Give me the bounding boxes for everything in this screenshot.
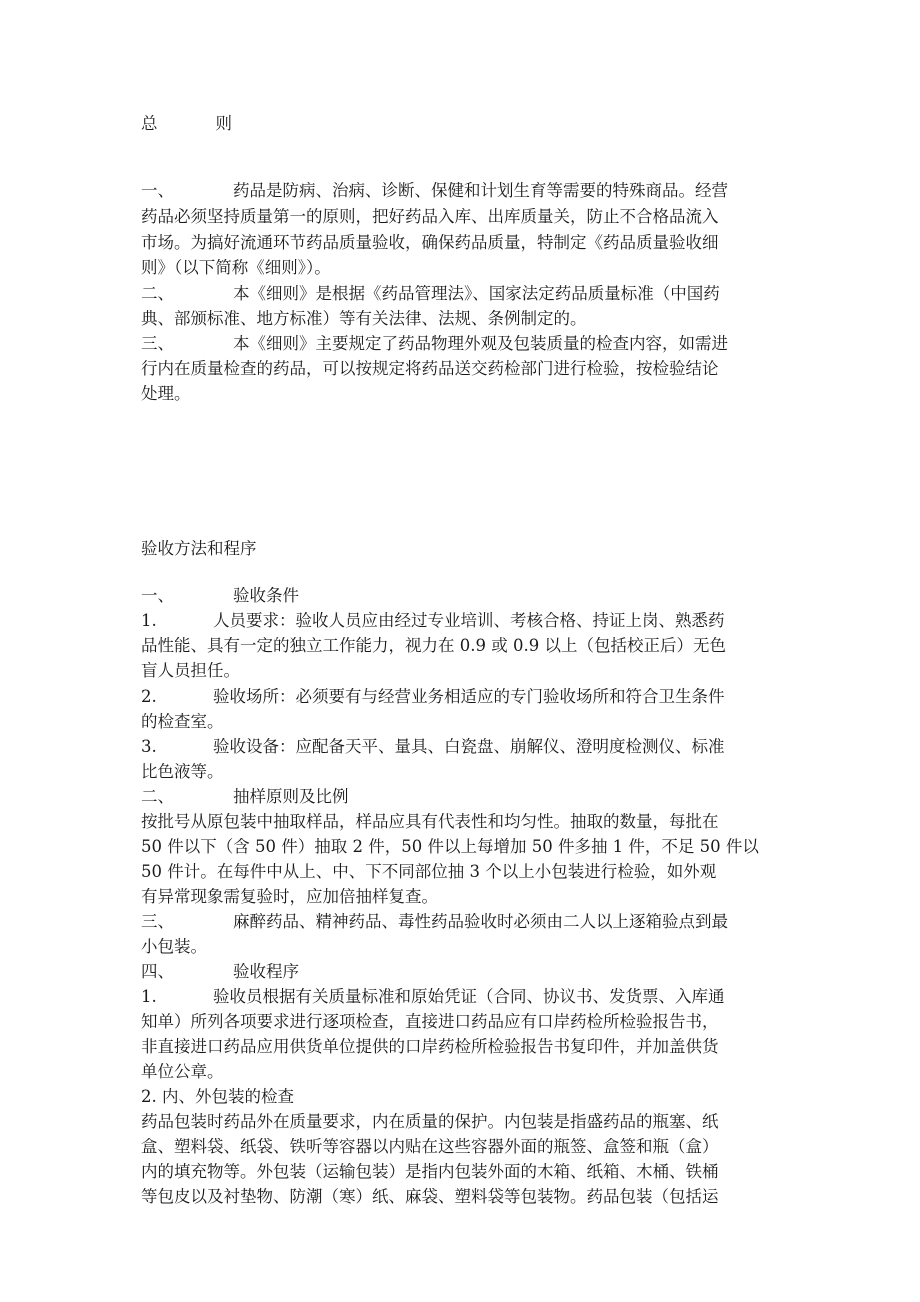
text-line (141, 985, 725, 1009)
text-line (141, 710, 224, 734)
item-number: 二、 (141, 787, 174, 806)
text-line (141, 935, 207, 959)
line-text: 知单）所列各项要求进行逐项检查，直接进口药品应有口岸药检所检验报告书， (141, 1012, 719, 1031)
line-text: 2. 内、外包装的检查 (141, 1087, 294, 1106)
title-char-1: 总 (141, 114, 158, 133)
line-text: 50 件以下（含 50 件）抽取 2 件，50 件以上每增加 50 件多抽 1 件，不足 50 件以 (141, 837, 759, 856)
line-text: 非直接进口药品应用供货单位提供的口岸药检所检验报告书复印件，并加盖供货 (141, 1037, 719, 1056)
right-margin-clip (782, 0, 920, 1302)
text-line (141, 282, 720, 306)
line-text: 本《细则》主要规定了药品物理外观及包装质量的检查内容，如需进 (233, 334, 728, 353)
text-line (141, 885, 438, 909)
text-line (141, 835, 759, 859)
text-line (141, 810, 719, 834)
text-line (141, 256, 331, 280)
line-text: 内的填充物等。外包装（运输包装）是指内包装外面的木箱、纸箱、木桶、铁桶 (141, 1162, 719, 1181)
line-text: 行内在质量检查的药品，可以按规定将药品送交药检部门进行检验，按检验结论 (141, 359, 719, 378)
line-text: 比色液等。 (141, 762, 224, 781)
text-line (141, 1010, 719, 1034)
line-text: 典、部颁标准、地方标准）等有关法律、法规、条例制定的。 (141, 309, 587, 328)
text-line (141, 584, 299, 608)
text-line (141, 357, 719, 381)
text-line (141, 1135, 719, 1159)
item-number: 3. (141, 737, 157, 756)
line-text: 本《细则》是根据《药品管理法》、国家法定药品质量标准（中国药 (233, 284, 720, 303)
text-line (141, 382, 191, 406)
line-text: 按批号从原包装中抽取样品，样品应具有代表性和均匀性。抽取的数量，每批在 (141, 812, 719, 831)
title-char-2: 则 (215, 114, 232, 133)
line-text: 市场。为搞好流通环节药品质量验收，确保药品质量，特制定《药品质量验收细 (141, 233, 719, 252)
item-number: 1. (141, 987, 157, 1006)
text-line (141, 1060, 224, 1084)
text-line (141, 785, 349, 809)
line-text: 单位公章。 (141, 1062, 224, 1081)
section-title-methods: 验收方法和程序 (141, 539, 257, 558)
item-number: 三、 (141, 334, 174, 353)
line-text: 人员要求：验收人员应由经过专业培训、考核合格、持证上岗、熟悉药 (213, 611, 725, 630)
line-text: 抽样原则及比例 (233, 787, 349, 806)
text-line (141, 1110, 719, 1134)
item-number: 二、 (141, 284, 174, 303)
line-text: 等包皮以及衬垫物、防潮（寒）纸、麻袋、塑料袋等包装物。药品包装（包括运 (141, 1187, 719, 1206)
text-line (141, 634, 726, 658)
line-text: 品性能、具有一定的独立工作能力，视力在 0.9 或 0.9 以上（包括校正后）无色 (141, 636, 726, 655)
text-line (141, 910, 728, 934)
text-line (141, 307, 587, 331)
item-number: 一、 (141, 181, 174, 200)
text-line (141, 760, 224, 784)
line-text: 50 件计。在每件中从上、中、下不同部位抽 3 个以上小包装进行检验，如外观 (141, 862, 717, 881)
text-line (141, 860, 716, 884)
line-text: 药品是防病、治病、诊断、保健和计划生育等需要的特殊商品。经营 (233, 181, 728, 200)
text-line (141, 1160, 719, 1184)
text-line (141, 659, 240, 683)
line-text: 麻醉药品、精神药品、毒性药品验收时必须由二人以上逐箱验点到最 (233, 912, 728, 931)
line-text: 验收场所：必须要有与经营业务相适应的专门验收场所和符合卫生条件 (213, 687, 725, 706)
line-text: 验收设备：应配备天平、量具、白瓷盘、崩解仪、澄明度检测仪、标准 (213, 737, 725, 756)
line-text: 的检查室。 (141, 712, 224, 731)
text-line (141, 1035, 719, 1059)
section-title-general (141, 112, 232, 136)
item-number: 2. (141, 687, 157, 706)
line-text: 药品包装时药品外在质量要求，内在质量的保护。内包装是指盛药品的瓶塞、纸 (141, 1112, 719, 1131)
line-text: 有异常现象需复验时，应加倍抽样复查。 (141, 887, 438, 906)
line-text: 盲人员担任。 (141, 661, 240, 680)
item-number: 1. (141, 611, 157, 630)
text-line (141, 231, 719, 255)
line-text: 处理。 (141, 384, 191, 403)
item-number: 四、 (141, 962, 174, 981)
text-line (141, 332, 728, 356)
line-text: 则》（以下简称《细则》）。 (141, 258, 331, 277)
text-line (141, 1185, 719, 1209)
text-line (141, 205, 719, 229)
line-text: 验收条件 (233, 586, 299, 605)
line-text: 盒、塑料袋、纸袋、铁听等容器以内贴在这些容器外面的瓶签、盒签和瓶（盒） (141, 1137, 719, 1156)
text-line (141, 960, 299, 984)
text-line (141, 1085, 294, 1109)
text-line (141, 685, 725, 709)
text-line (141, 179, 728, 203)
line-text: 验收程序 (233, 962, 299, 981)
item-number: 一、 (141, 586, 174, 605)
item-number: 三、 (141, 912, 174, 931)
text-line (141, 735, 725, 759)
line-text: 小包装。 (141, 937, 207, 956)
line-text: 验收员根据有关质量标准和原始凭证（合同、协议书、发货票、入库通 (213, 987, 725, 1006)
line-text: 药品必须坚持质量第一的原则，把好药品入库、出库质量关，防止不合格品流入 (141, 207, 719, 226)
text-line (141, 609, 725, 633)
